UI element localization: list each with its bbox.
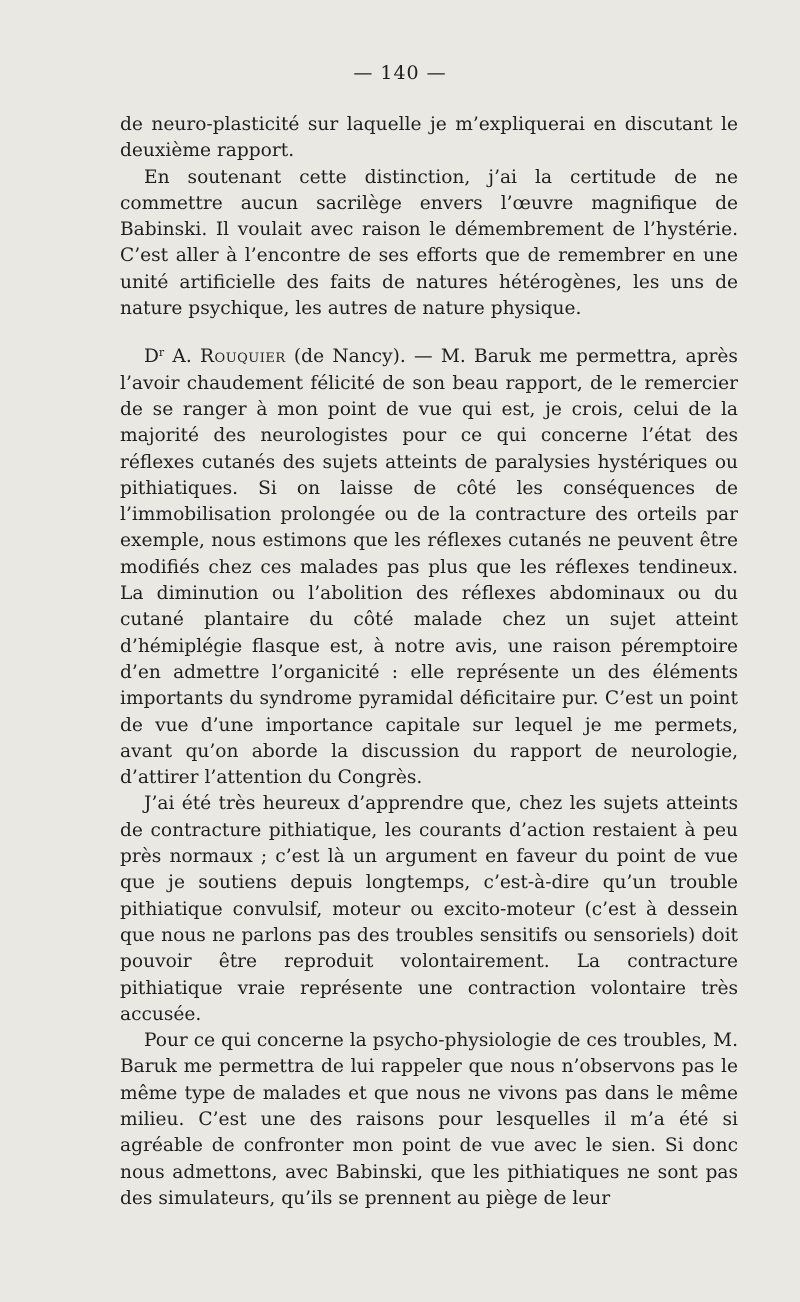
paragraph-babinski: En soutenant cette distinction, j’ai la certitude de ne commettre aucun sacrilège envers l’œuvre magnifique de Babinski. Il voulait avec raison le démembrement de l’hystérie. C’est aller à l’encontre de ses efforts que de remembrer en une unité artificielle des faits de natures hétérogènes, les uns de nature psychique, les autres de nature physique.	[120, 166, 738, 320]
intervention-body: (de Nancy). — M. Baruk me permettra, après l’avoir chaudement félicité de son beau rapport, de le remercier de se ranger à mon point de vue qui est, je crois, celui de la majorité des neurologistes pour ce qui concerne l’état des réflexes cutanés des sujets atteints de paralysies hystériques ou pithiatiques. Si on laisse de côté les conséquences de l’immobilisation prolongée ou de la contracture des orteils par exemple, nous estimons que les réflexes cutanés ne peuvent être modifiés chez ces malades pas plus que les réflexes tendineux. La diminution ou l’abolition des réflexes abdominaux ou du cutané plantaire du côté malade chez un sujet atteint d’hémiplégie flasque est, à notre avis, une raison péremptoire d’en admettre l’organicité : elle représente un des éléments importants du syndrome pyramidal déficitaire pur. C’est un point de vue d’une importance capitale sur lequel je me permets, avant qu’on aborde la discussion du rapport de neurologie, d’attirer l’attention du Congrès.	[120, 346, 738, 789]
speaker-title: D	[144, 346, 159, 368]
paragraph-psycho-physiologie: Pour ce qui concerne la psycho-physiologie de ces troubles, M. Baruk me permettra de lui rappeler que nous n’observons pas le même type de malades et que nous ne vivons pas dans le même milieu. C’est une des raisons pour lesquelles il m’a été si agréable de confronter mon point de vue avec le sien. Si donc nous admettons, avec Babinski, que les pithiatiques ne sont pas des simulateurs, qu’ils se prennent au piège de leur	[120, 1030, 738, 1209]
body-text	[120, 112, 738, 1212]
paragraph-contracture: J’ai été très heureux d’apprendre que, chez les sujets atteints de contracture pithiatique, les courants d’action restaient à peu près normaux ; c’est là un argument en faveur du point de vue que je soutiens depuis longtemps, c’est-à-dire qu’un trouble pithiatique convulsif, moteur ou excito-moteur (c’est à dessein que nous ne parlons pas des troubles sensitifs ou sensoriels) doit pouvoir être reproduit volontairement. La contracture pithiatique vraie représente une contraction volontaire très accusée.	[120, 793, 738, 1025]
speaker-name: Rouquier	[200, 346, 286, 368]
speaker-initial: A.	[164, 346, 201, 368]
page-number: — 140 —	[353, 62, 447, 84]
speaker-title-sup: r	[158, 346, 165, 360]
paragraph-continuation: de neuro-plasticité sur laquelle je m’expliquerai en discutant le deuxième rapport.	[120, 114, 738, 162]
paragraph-rouquier-intervention	[120, 344, 738, 791]
